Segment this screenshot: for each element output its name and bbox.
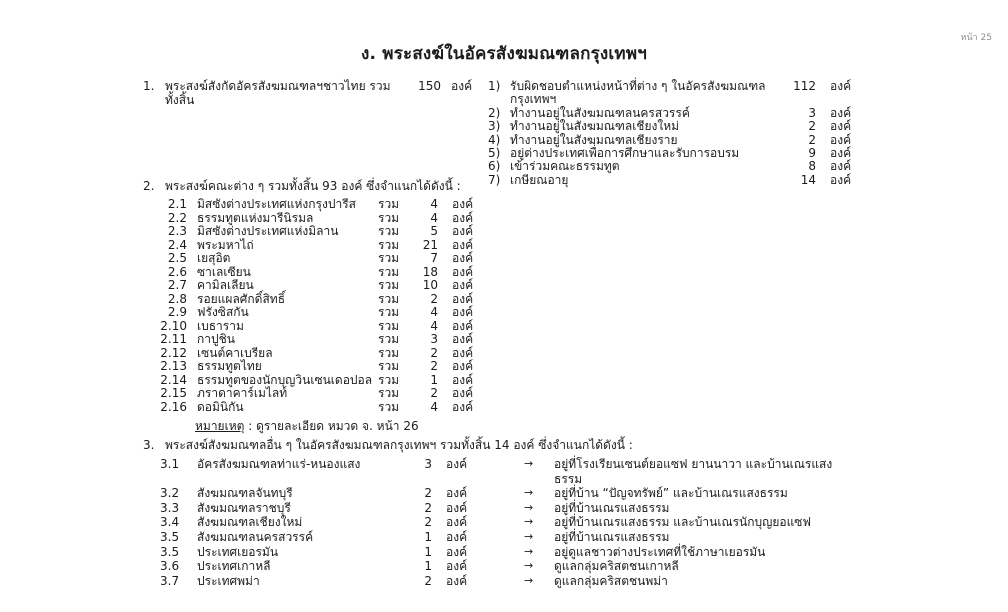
item-label: สังฆมณฑลราชบุรี — [197, 500, 291, 515]
item-description: อยู่ที่บ้านเณรแสงธรรม — [554, 529, 670, 544]
item-unit: องค์ — [830, 79, 852, 93]
item-label: กาปูชิน — [197, 332, 235, 346]
item-label: ประเทศพม่า — [197, 573, 260, 588]
item-total-word: รวม — [378, 278, 400, 292]
item-label: ทำงานอยู่ในสังฆมณฑลเชียงใหม่ — [510, 119, 680, 134]
item-label: เบธาราม — [197, 318, 244, 333]
item-number: 2.12 — [160, 345, 187, 360]
list-item — [160, 401, 482, 415]
item-label: มิสซังต่างประเทศแห่งกรุงปารีส — [197, 197, 356, 211]
list-item — [160, 198, 482, 212]
list-item — [488, 107, 860, 120]
section-2-heading — [143, 180, 863, 194]
list-item — [160, 293, 482, 307]
item-number: 2.14 — [160, 372, 187, 387]
item-unit: องค์ — [452, 305, 474, 319]
item-count: 4 — [430, 197, 438, 211]
item-count: 4 — [430, 399, 438, 414]
item-count: 14 — [800, 172, 816, 187]
list-item — [160, 333, 482, 347]
item-number: 3) — [488, 119, 501, 134]
item-number: 2.8 — [167, 291, 187, 306]
item-label: ประเทศเกาหลี — [197, 559, 271, 574]
item-total-word: รวม — [378, 359, 400, 373]
item-count: 5 — [430, 224, 438, 238]
item-label: เซนต์คาเบรียล — [197, 345, 273, 360]
item-count: 4 — [430, 210, 438, 225]
item-label: ดอมินิกัน — [197, 399, 244, 414]
item-total-word: รวม — [378, 399, 400, 414]
page-title: ง. พระสงฆ์ในอัครสังฆมณฑลกรุงเทพฯ — [361, 44, 647, 64]
item-unit: องค์ — [452, 224, 474, 238]
item-unit: องค์ — [452, 264, 474, 279]
list-item — [488, 147, 860, 160]
item-unit: องค์ — [452, 332, 474, 346]
item-count: 2 — [430, 291, 438, 306]
item-label: มิสซังต่างประเทศแห่งมิลาน — [197, 224, 339, 238]
item-count: 2 — [430, 345, 438, 360]
item-number: 2) — [488, 105, 501, 120]
item-number: 2.4 — [167, 237, 187, 252]
arrow-right-icon: → — [524, 544, 534, 558]
item-count: 7 — [430, 251, 438, 265]
item-description: ดูแลกลุ่มคริสตชนเกาหลี — [554, 559, 679, 574]
list-item — [160, 574, 860, 589]
page-number: หน้า 25 — [960, 33, 992, 43]
item-count: 18 — [422, 264, 438, 279]
arrow-right-icon: → — [524, 515, 534, 529]
list-item — [160, 501, 860, 516]
item-label: ธรรมทูตแห่งมารีนิรมล — [197, 210, 314, 225]
item-number: 2.13 — [160, 359, 187, 373]
item-total-word: รวม — [378, 386, 400, 400]
item-unit: องค์ — [446, 544, 468, 559]
list-item — [488, 80, 860, 107]
list-item — [488, 120, 860, 133]
item-count: 9 — [808, 146, 816, 161]
item-unit: องค์ — [452, 237, 474, 252]
item-total-word: รวม — [378, 291, 400, 306]
list-item — [160, 486, 860, 501]
item-description: ดูแลกลุ่มคริสตชนพม่า — [554, 573, 668, 588]
item-unit: องค์ — [452, 359, 474, 373]
item-count: 4 — [430, 318, 438, 333]
item-label: ฟรังซิสกัน — [197, 305, 249, 319]
item-label: ธรรมทูตไทย — [197, 359, 262, 373]
list-item — [160, 559, 860, 574]
item-total-word: รวม — [378, 237, 400, 252]
list-item — [160, 239, 482, 253]
item-label: รับผิดชอบตำแหน่งหน้าที่ต่าง ๆ ในอัครสังฆมณฑลกรุงเทพฯ — [510, 79, 766, 107]
item-number: 3.6 — [160, 559, 180, 574]
item-number: 2.7 — [167, 278, 187, 292]
item-unit: องค์ — [452, 372, 474, 387]
item-total-word: รวม — [378, 197, 400, 211]
item-description: อยู่ที่บ้านเณรแสงธรรม และบ้านเณรนักบุญยอแซฟ — [554, 515, 811, 530]
item-number: 2.1 — [167, 197, 187, 211]
item-unit: องค์ — [830, 172, 852, 187]
item-description: อยู่ที่บ้านเณรแสงธรรม — [554, 500, 670, 515]
item-count: 1 — [430, 372, 438, 387]
item-label: เข้าร่วมคณะธรรมทูต — [510, 159, 620, 174]
item-unit: องค์ — [830, 105, 852, 120]
arrow-right-icon: → — [524, 500, 534, 514]
item-number: 5) — [488, 146, 501, 161]
item-number: 3.4 — [160, 515, 180, 530]
item-unit: องค์ — [446, 573, 468, 588]
item-total-word: รวม — [378, 251, 400, 265]
item-label: ภราดาคาร์เมไลท์ — [197, 386, 288, 400]
item-count: 3 — [424, 457, 432, 471]
list-item — [160, 306, 482, 320]
item-number: 3.2 — [160, 486, 180, 501]
item-unit: องค์ — [830, 159, 852, 174]
item-number: 7) — [488, 172, 501, 187]
item-number: 2.3 — [167, 224, 187, 238]
item-label: สังฆมณฑลจันทบุรี — [197, 486, 293, 501]
item-unit: องค์ — [452, 345, 474, 360]
section-3-heading — [143, 439, 863, 453]
item-label: พระมหาไถ่ — [197, 237, 254, 252]
section-1-summary — [143, 80, 483, 107]
item-description: อยู่ดูแลชาวต่างประเทศที่ใช้ภาษาเยอรมัน — [554, 544, 766, 559]
section-number: 3. — [143, 438, 155, 452]
item-number: 3.5 — [160, 529, 180, 544]
item-unit: องค์ — [830, 119, 852, 134]
item-description: อยู่ที่โรงเรียนเซนต์ยอแซฟ ยานนาวา และบ้านเณรแสงธรรม — [554, 457, 833, 486]
list-item — [160, 347, 482, 361]
item-number: 3.3 — [160, 500, 180, 515]
item-number: 2.5 — [167, 251, 187, 265]
item-unit: องค์ — [452, 251, 474, 265]
item-total-word: รวม — [378, 372, 400, 387]
item-unit: องค์ — [452, 399, 474, 414]
list-item — [160, 252, 482, 266]
item-count: 2 — [424, 573, 432, 588]
item-unit: องค์ — [452, 210, 474, 225]
item-description: อยู่ที่บ้าน “ปัญจทรัพย์” และบ้านเณรแสงธรรม — [554, 486, 788, 501]
item-unit: องค์ — [452, 197, 474, 211]
item-total-word: รวม — [378, 318, 400, 333]
list-item — [160, 545, 860, 560]
section-label: พระสงฆ์สังกัดอัครสังฆมณฑลฯชาวไทย รวมทั้งสิ้น — [165, 79, 391, 107]
item-total-word: รวม — [378, 210, 400, 225]
list-item — [160, 530, 860, 545]
section-heading-text: พระสงฆ์คณะต่าง ๆ รวมทั้งสิ้น 93 องค์ ซึ่งจำแนกได้ดังนี้ : — [165, 179, 461, 193]
item-number: 1) — [488, 79, 501, 93]
item-unit: องค์ — [452, 278, 474, 292]
item-count: 1 — [424, 544, 432, 559]
item-number: 2.16 — [160, 399, 187, 414]
item-label: ทำงานอยู่ในสังฆมณฑลเชียงราย — [510, 132, 678, 147]
section-number: 1. — [143, 79, 155, 93]
item-label: ธรรมทูตของนักบุญวินเซนเดอปอล — [197, 372, 373, 387]
list-item — [160, 515, 860, 530]
section-heading-text: พระสงฆ์สังฆมณฑลอื่น ๆ ในอัครสังฆมณฑลกรุงเทพฯ รวมทั้งสิ้น 14 องค์ ซึ่งจำแนกได้ดังนี้ : — [165, 438, 633, 452]
list-item — [160, 279, 482, 293]
note-label: หมายเหตุ — [195, 419, 245, 433]
item-total-word: รวม — [378, 345, 400, 360]
item-count: 2 — [424, 500, 432, 515]
item-number: 3.1 — [160, 457, 180, 471]
arrow-right-icon: → — [524, 529, 534, 543]
section-count: 150 — [418, 79, 441, 93]
list-item — [160, 212, 482, 226]
item-count: 3 — [808, 105, 816, 120]
item-unit: องค์ — [446, 500, 468, 515]
item-count: 2 — [424, 515, 432, 530]
item-count: 2 — [808, 132, 816, 147]
item-count: 10 — [422, 278, 438, 292]
section-1-breakdown-list — [488, 80, 860, 187]
item-label: อยู่ต่างประเทศเพื่อการศึกษาและรับการอบรม — [510, 146, 740, 161]
item-number: 2.11 — [160, 332, 187, 346]
item-count: 4 — [430, 305, 438, 319]
section-2-list — [160, 198, 482, 414]
list-item — [160, 266, 482, 280]
item-number: 4) — [488, 132, 501, 147]
item-number: 3.5 — [160, 544, 180, 559]
note-text: : ดูรายละเอียด หมวด จ. หน้า 26 — [244, 419, 419, 433]
item-label: ซาเลเซียน — [197, 264, 251, 279]
section-number: 2. — [143, 179, 155, 193]
item-number: 2.2 — [167, 210, 187, 225]
arrow-right-icon: → — [524, 486, 534, 500]
section-unit: องค์ — [451, 79, 473, 93]
item-total-word: รวม — [378, 305, 400, 319]
item-count: 2 — [430, 386, 438, 400]
item-unit: องค์ — [446, 515, 468, 530]
item-unit: องค์ — [446, 529, 468, 544]
list-item — [160, 387, 482, 401]
item-count: 21 — [422, 237, 438, 252]
item-unit: องค์ — [446, 559, 468, 574]
item-total-word: รวม — [378, 264, 400, 279]
item-number: 2.9 — [167, 305, 187, 319]
item-unit: องค์ — [830, 132, 852, 147]
arrow-right-icon: → — [524, 573, 534, 587]
item-count: 1 — [424, 559, 432, 574]
item-count: 112 — [793, 79, 816, 93]
item-label: อัครสังฆมณฑลท่าแร่-หนองแสง — [197, 457, 361, 471]
item-label: เยสุอิต — [197, 251, 231, 265]
item-count: 2 — [430, 359, 438, 373]
item-unit: องค์ — [446, 486, 468, 501]
item-label: สังฆมณฑลเชียงใหม่ — [197, 515, 303, 530]
list-item — [160, 457, 860, 486]
item-number: 2.15 — [160, 386, 187, 400]
section-2-note — [195, 420, 419, 434]
item-unit: องค์ — [452, 386, 474, 400]
item-number: 6) — [488, 159, 501, 174]
list-item — [160, 225, 482, 239]
item-label: รอยแผลศักดิ์สิทธิ์ — [197, 291, 286, 306]
item-unit: องค์ — [452, 318, 474, 333]
item-unit: องค์ — [452, 291, 474, 306]
item-label: ทำงานอยู่ในสังฆมณฑลนครสวรรค์ — [510, 105, 690, 120]
item-total-word: รวม — [378, 224, 400, 238]
item-number: 2.10 — [160, 318, 187, 333]
list-item — [160, 360, 482, 374]
item-unit: องค์ — [446, 457, 468, 471]
item-count: 2 — [424, 486, 432, 501]
item-number: 2.6 — [167, 264, 187, 279]
item-count: 2 — [808, 119, 816, 134]
list-item — [160, 320, 482, 334]
item-label: ประเทศเยอรมัน — [197, 544, 279, 559]
item-label: เกษียณอายุ — [510, 172, 569, 187]
list-item — [160, 374, 482, 388]
item-number: 3.7 — [160, 573, 180, 588]
item-unit: องค์ — [830, 146, 852, 161]
list-item — [488, 160, 860, 173]
arrow-right-icon: → — [524, 457, 534, 470]
section-3-list — [160, 457, 860, 588]
arrow-right-icon: → — [524, 559, 534, 573]
item-label: คามิลเลียน — [197, 278, 254, 292]
item-total-word: รวม — [378, 332, 400, 346]
item-label: สังฆมณฑลนครสวรรค์ — [197, 529, 314, 544]
item-count: 1 — [424, 529, 432, 544]
item-count: 3 — [430, 332, 438, 346]
item-count: 8 — [808, 159, 816, 174]
